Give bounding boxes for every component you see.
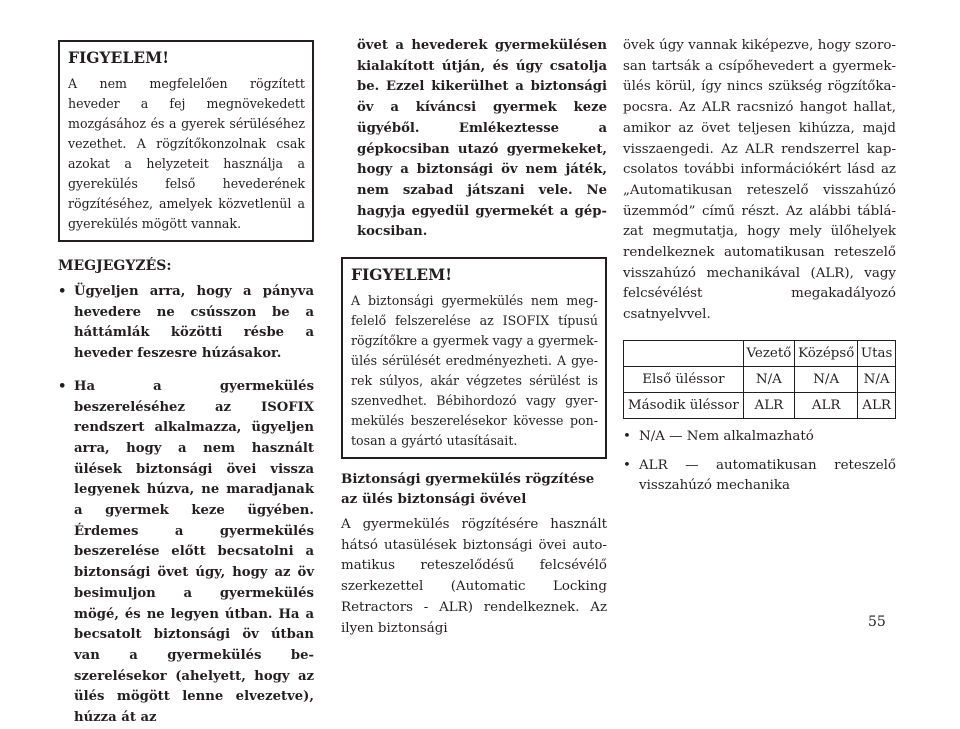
table-cell: N/A (743, 366, 794, 392)
page-number: 55 (868, 614, 886, 630)
middle-column (341, 40, 607, 639)
table-header-cell (624, 340, 744, 366)
warning-title: FIGYELEM! (68, 48, 170, 67)
abbreviation-list (623, 427, 896, 497)
alr-table (623, 340, 896, 419)
table-header-cell: Utas (858, 340, 896, 366)
table-row (624, 366, 896, 392)
table-cell: ALR (858, 392, 896, 418)
left-column (58, 40, 314, 729)
section-paragraph-continued: övek úgy vannak kiképezve, hogy szorosan tartsák a csípőhevedert a gyermekülés körül, így nincs szükség rögzítőkapocsra. Az ALR racsnizó hangot hallat, amikor az övet teljesen kihúzza, majd visszaengedi. Az ALR rendszerrel kapcsolatos további információkért lásd az „Automatikusan reteszelő visszahúzó üzemmód” című részt. Az alábbi táblázat megmutatja, hogy mely ülőhelyek rendelkeznek automatikusan reteszelő visszahúzó mechanikával (ALR), vagy felcsévélést megakadályozó csatnyelvvel. (623, 38, 896, 323)
list-item: • N/A — Nem alkalmazható (623, 427, 896, 448)
table-cell: ALR (795, 392, 858, 418)
list-item: • ALR — automatikusan reteszelő visszahúzó mechanika (623, 456, 896, 497)
table-header-cell: Vezető (743, 340, 794, 366)
table-cell: Második üléssor (624, 392, 744, 418)
notes-heading: MEGJEGYZÉS: (58, 258, 172, 274)
table-row (624, 392, 896, 418)
table-header-cell: Középső (795, 340, 858, 366)
list-item: • Ha a gyermekülés beszereléséhez az ISOFIX rendszert alkalmazza, ügyeljen arra, hogy a nem használt ülések biztonsági övei vissza legyenek húzva, ne maradjanak a gyermek keze ügyében. Érdemes a gyermekülés beszerelése előtt becsatolni a biztonsági övet úgy, hogy az öv besimuljon a gyermekülés mögé, és ne legyen útban. Ha a becsatolt biztonsági öv útban van a gyermekülés beszerelésekor (ahelyett, hogy az ülés mögött lenne elvezetve), húzza át az (58, 377, 314, 729)
list-item: • Ügyeljen arra, hogy a pányva hevedere ne csússzon be a háttámlák közötti résbe a heveder feszesre húzásakor. (58, 282, 314, 365)
table-header-row (624, 340, 896, 366)
notes-list (58, 282, 314, 729)
section-paragraph: A gyermekülés rögzítésére használt hátsó utasülések biztonsági övei automatikus reteszelődésű felcsévélő szerkezettel (Automatic Locking Retractors - ALR) rendelkeznek. Az ilyen biztonsági (341, 517, 607, 636)
table-cell: N/A (858, 366, 896, 392)
table-cell: ALR (743, 392, 794, 418)
table-cell: N/A (795, 366, 858, 392)
note-continuation: övet a hevederek gyermekülésen kialakított útján, és úgy csatolja be. Ezzel kikerülhet a biztonsági öv a kíváncsi gyermek keze ügyéből. Emlékeztesse a gépkocsiban utazó gyermekeket, hogy a biztonsági öv nem játék, nem szabad játszani vele. Ne hagyja egyedül gyermekét a gépkocsiban. (357, 38, 607, 240)
warning-text: A biztonsági gyermekülés nem megfelelő felszerelése az ISOFIX típusú rögzítőkre a gyermek vagy a gyermekülés sérülését eredményezheti. A gyerek súlyos, akár végzetes sérülést is szenvedhet. Bébihordozó vagy gyermekülés beszerelésekor kövesse pontosan a gyártó utasításait. (351, 293, 598, 449)
warning-title: FIGYELEM! (351, 265, 453, 285)
warning-box-2 (341, 257, 607, 459)
table-cell: Első üléssor (624, 366, 744, 392)
warning-text: A nem megfelelően rögzített heveder a fej megnövekedett mozgásához és a gyerek sérüléséhez vezethet. A rögzítőkonzolnak csak azokat a helyzeteit használja a gyerekülés felső hevederének rögzítéséhez, amelyek közvetlenül a gyerekülés mögött vannak. (68, 76, 305, 231)
section-heading: Biztonsági gyermekülés rögzítése az ülés biztonsági övével (341, 471, 595, 508)
warning-box-1 (58, 40, 314, 242)
right-column (623, 40, 896, 497)
